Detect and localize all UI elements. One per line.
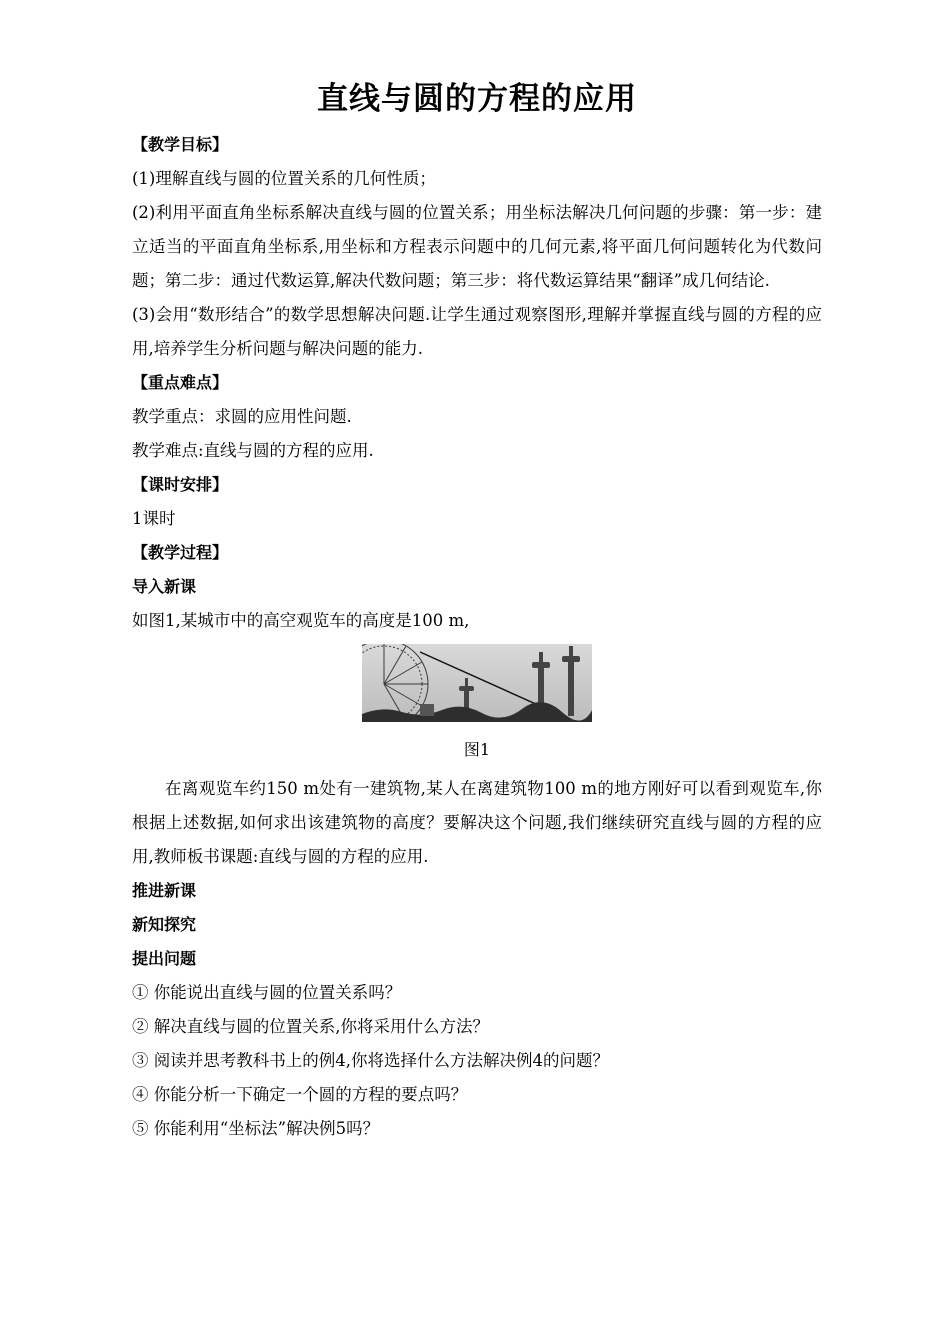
goal-2: (2)利用平面直角坐标系解决直线与圆的位置关系；用坐标法解决几何问题的步骤：第一步：建立适当的平面直角坐标系,用坐标和方程表示问题中的几何元素,将平面几何问题转化为代数问题；第二步：通过代数运算,解决代数问题；第三步：将代数运算结果“翻译”成几何结论. (132, 203, 822, 290)
goals-heading: 【教学目标】 (132, 135, 229, 154)
intro-text: 如图1,某城市中的高空观览车的高度是100 m, (132, 611, 470, 630)
intro-heading: 导入新课 (132, 577, 197, 596)
intro-continuation: 在离观览车约150 m处有一建筑物,某人在离建筑物100 m的地方刚好可以看到观览车,你根据上述数据,如何求出该建筑物的高度？要解决这个问题,我们继续研究直线与圆的方程的应用,教师板书课题:直线与圆的方程的应用. (132, 779, 822, 866)
advance-heading: 推进新课 (132, 881, 197, 900)
key-point-focus: 教学重点：求圆的应用性问题. (132, 407, 352, 426)
document-page (132, 70, 822, 1146)
ferris-wheel-photo (362, 644, 592, 722)
key-point-difficulty: 教学难点:直线与圆的方程的应用. (132, 441, 374, 460)
explore-heading: 新知探究 (132, 915, 197, 934)
ferris-wheel-figure (132, 638, 822, 728)
question-5: ⑤ 你能利用“坐标法”解决例5吗？ (132, 1119, 380, 1138)
process-heading: 【教学过程】 (132, 543, 229, 562)
schedule-text: 1课时 (132, 509, 176, 528)
question-3: ③ 阅读并思考教科书上的例4,你将选择什么方法解决例4的问题？ (132, 1051, 609, 1070)
figure-caption: 图1 (463, 740, 491, 759)
page-title: 直线与圆的方程的应用 (317, 81, 637, 117)
question-1: ① 你能说出直线与圆的位置关系吗？ (132, 983, 402, 1002)
question-4: ④ 你能分析一下确定一个圆的方程的要点吗？ (132, 1085, 468, 1104)
question-2: ② 解决直线与圆的位置关系,你将采用什么方法？ (132, 1017, 489, 1036)
goal-3: (3)会用“数形结合”的数学思想解决问题.让学生通过观察图形,理解并掌握直线与圆的方程的应用,培养学生分析问题与解决问题的能力. (132, 305, 822, 358)
schedule-heading: 【课时安排】 (132, 475, 229, 494)
questions-heading: 提出问题 (132, 949, 197, 968)
key-points-heading: 【重点难点】 (132, 373, 229, 392)
goal-1: (1)理解直线与圆的位置关系的几何性质； (132, 169, 436, 188)
